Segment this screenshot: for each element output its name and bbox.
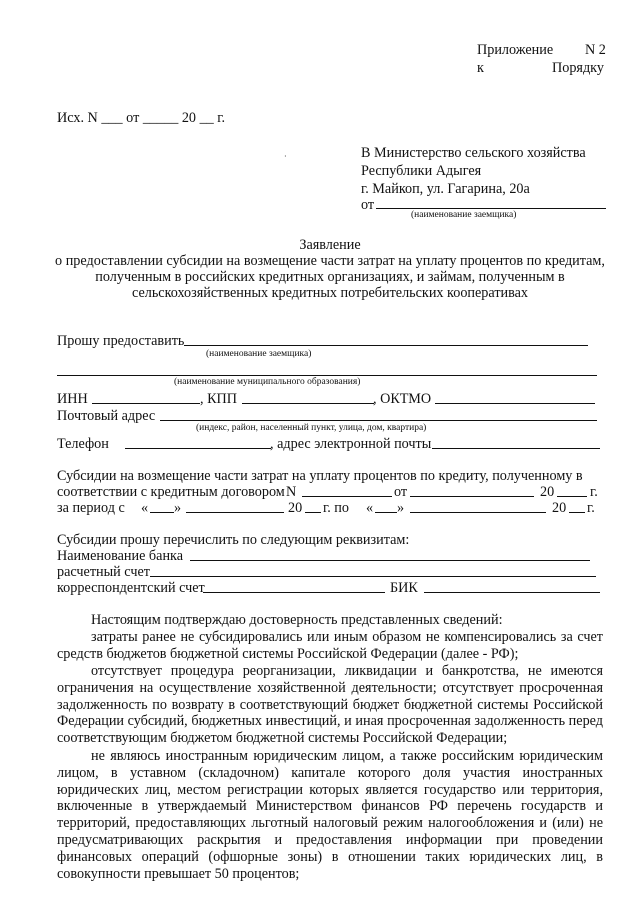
- recipient-line-1: В Министерство сельского хозяйства: [361, 145, 586, 161]
- inn-label: ИНН: [57, 391, 88, 407]
- postal-caption: (индекс, район, населенный пункт, улица, дом, квартира): [196, 423, 427, 433]
- bank-name-field[interactable]: [190, 560, 590, 561]
- corr-account-field[interactable]: [203, 592, 385, 593]
- municipality-caption: (наименование муниципального образования): [174, 377, 361, 387]
- bank-intro: Субсидии прошу перечислить по следующим реквизитам:: [57, 532, 410, 548]
- municipality-field[interactable]: [57, 375, 597, 376]
- borrower-caption: (наименование заемщика): [206, 349, 312, 359]
- contract-n-label: N: [286, 484, 297, 500]
- recipient-from-field[interactable]: [376, 208, 606, 209]
- subsidy-line-1: Субсидии на возмещение части затрат на уплату процентов по кредиту, полученному в: [57, 468, 583, 484]
- period-start-day-field[interactable]: [150, 512, 174, 513]
- inn-field[interactable]: [92, 403, 200, 404]
- recipient-from-caption: (наименование заемщика): [411, 210, 517, 220]
- confirm-paragraph-3: не являюсь иностранным юридическим лицом, а также российским юридическим лицом, в уставном (складочном) капитале которого доля участия иностранных юридических лиц, местом регистрации которых является государство или территория, включенные в утверждаемый Министерством финансов РФ перечень государств и территорий, предоставляющих льготный налоговый режим налогообложения и (или) не предусматривающих раскрытия и предоставления информации при проведении финансовых операций (офшорные зоны) в отношении таких юридических лиц, в совокупности превышает 50 процентов;: [57, 748, 603, 882]
- request-label: Прошу предоставить: [57, 333, 185, 349]
- recipient-from-label: от: [361, 197, 375, 213]
- contract-label: соответствии с кредитным договором: [57, 484, 285, 500]
- email-field[interactable]: [432, 448, 600, 449]
- postal-label: Почтовый адрес: [57, 408, 156, 424]
- appendix-order-word: Порядку: [552, 60, 604, 76]
- period-to-label: г. по: [323, 500, 349, 516]
- appendix-number: N 2: [585, 42, 606, 58]
- stray-dot: ·: [284, 152, 287, 161]
- oktmo-field[interactable]: [435, 403, 595, 404]
- confirm-paragraph-1: затраты ранее не субсидировались или иным образом не компенсировались за счет средств бюджетов бюджетной системы Российской Федерации (далее - РФ);: [57, 629, 603, 662]
- period-end-year-field[interactable]: [569, 512, 585, 513]
- confirm-paragraph-2: отсутствует процедура реорганизации, ликвидации и банкротства, не имеются ограничения на осуществление хозяйственной деятельности; отсутствует просроченная задолженность по возврату в соответствующий бюджет бюджетной системы Российской Федерации субсидий, бюджетных инвестиций, и иная просроченная задолженность перед соответствующим бюджетом бюджетной системы Российской Федерации;: [57, 663, 603, 747]
- account-field[interactable]: [150, 576, 596, 577]
- period-label: за период с: [57, 500, 125, 516]
- contract-number-field[interactable]: [302, 496, 392, 497]
- title-line-1: о предоставлении субсидии на возмещение части затрат на уплату процентов по кредитам,: [55, 253, 605, 269]
- period-close-quote: »: [174, 500, 182, 516]
- appendix-prefix: к: [477, 60, 484, 76]
- bik-field[interactable]: [424, 592, 600, 593]
- period-end-year-prefix: 20: [552, 500, 567, 516]
- kpp-field[interactable]: [242, 403, 374, 404]
- period-start-year-prefix: 20: [288, 500, 303, 516]
- title-line-3: сельскохозяйственных кредитных потребительских кооперативах: [131, 285, 529, 301]
- confirm-intro: Настоящим подтверждаю достоверность представленных сведений:: [91, 612, 503, 628]
- bank-name-label: Наименование банка: [57, 548, 184, 564]
- borrower-name-field[interactable]: [184, 345, 588, 346]
- contract-year-suffix: г.: [590, 484, 598, 500]
- period-start-month-field[interactable]: [186, 512, 284, 513]
- kpp-label: , КПП: [200, 391, 238, 407]
- recipient-line-3: г. Майкоп, ул. Гагарина, 20а: [361, 181, 530, 197]
- period-end-year-suffix: г.: [587, 500, 595, 516]
- corr-account-label: корреспондентский счет: [57, 580, 205, 596]
- recipient-line-2: Республики Адыгея: [361, 163, 482, 179]
- period-start-year-field[interactable]: [305, 512, 321, 513]
- period-close-quote-2: »: [397, 500, 405, 516]
- account-label: расчетный счет: [57, 564, 150, 580]
- appendix-word: Приложение: [477, 42, 554, 58]
- phone-field[interactable]: [125, 448, 271, 449]
- outgoing-number: Исх. N ___ от _____ 20 __ г.: [57, 110, 226, 126]
- email-label: , адрес электронной почты: [270, 436, 432, 452]
- title-heading: Заявление: [299, 237, 361, 253]
- period-open-quote: «: [141, 500, 149, 516]
- contract-year-prefix: 20: [540, 484, 555, 500]
- contract-from-label: от: [394, 484, 408, 500]
- phone-label: Телефон: [57, 436, 109, 452]
- postal-field[interactable]: [160, 420, 597, 421]
- period-open-quote-2: «: [366, 500, 374, 516]
- contract-date-field[interactable]: [410, 496, 534, 497]
- bik-label: БИК: [390, 580, 418, 596]
- contract-year-field[interactable]: [557, 496, 587, 497]
- oktmo-label: , ОКТМО: [373, 391, 432, 407]
- period-end-month-field[interactable]: [410, 512, 546, 513]
- period-end-day-field[interactable]: [375, 512, 397, 513]
- title-line-2: полученным в российских кредитных организациях, и займам, полученным в: [95, 269, 565, 285]
